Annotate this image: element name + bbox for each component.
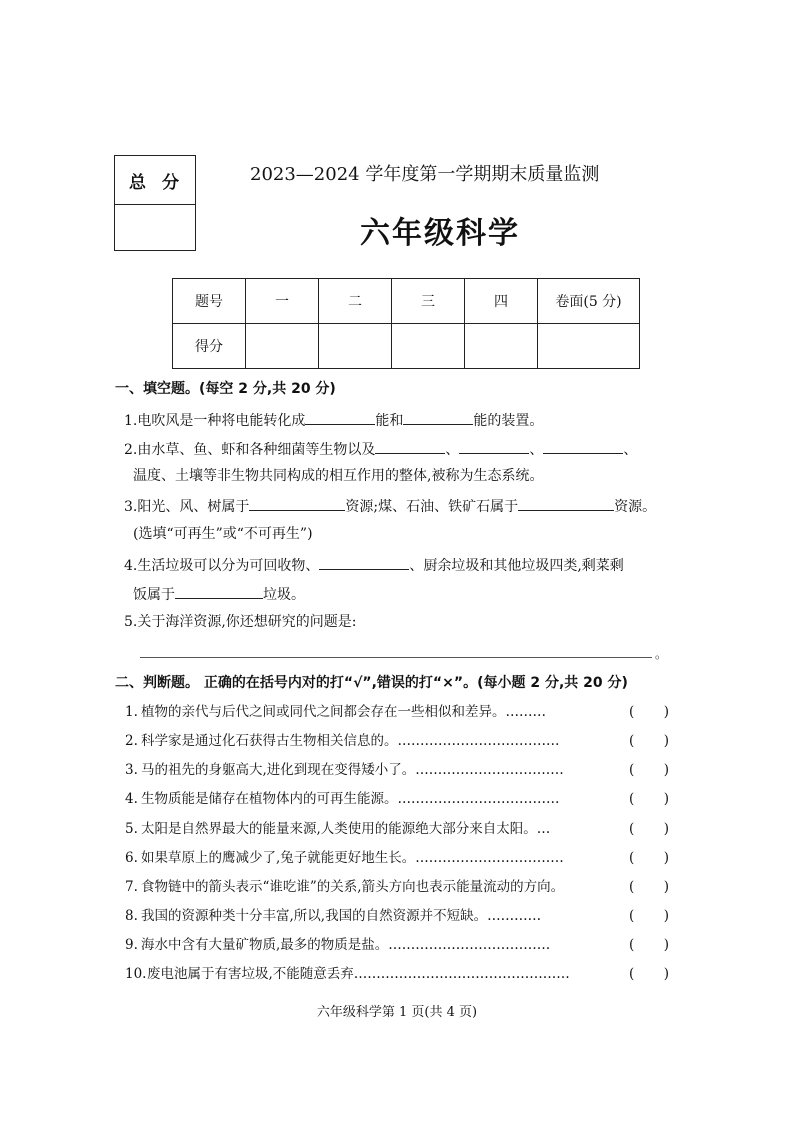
subject-title: 六年级科学 (360, 216, 520, 251)
judge-question (125, 877, 685, 897)
paren-close: ) (663, 762, 669, 778)
judge-question-number: 9. (125, 937, 138, 953)
paren-close: ) (663, 966, 669, 982)
paren-open: ( (629, 937, 635, 953)
score-table-cell: 二 (319, 279, 392, 324)
paren-close: ) (663, 821, 669, 837)
q5-answer-end: 。 (655, 647, 668, 661)
judge-question (125, 731, 685, 751)
judge-leader-dots: ……… (505, 704, 546, 720)
judge-question (125, 935, 685, 955)
q4-text-b: 、厨余垃圾和其他垃圾四类,剩菜剩 (409, 558, 624, 574)
judge-leader-dots: … (536, 821, 551, 837)
paren-open: ( (629, 850, 635, 866)
judge-question-text: 废电池属于有害垃圾,不能随意丢弃 (147, 966, 354, 982)
judge-question-text: 太阳是自然界最大的能量来源,人类使用的能源绝大部分来自太阳。 (141, 821, 537, 837)
q5-answer-line[interactable] (140, 656, 652, 658)
q4-text-d: 垃圾。 (263, 587, 305, 603)
judge-answer-parentheses[interactable] (629, 964, 669, 984)
q1-text-a: 1.电吹风是一种将电能转化成 (124, 413, 306, 429)
judge-question (125, 964, 685, 984)
score-table-cell: 三 (392, 279, 465, 324)
question-4-line2 (133, 584, 305, 604)
q2-blank-1[interactable] (375, 439, 445, 454)
judge-leader-dots: ……………………………… (397, 791, 560, 807)
question-2-line2: 温度、土壤等非生物共同构成的相互作用的整体,被称为生态系统。 (133, 468, 544, 484)
paren-open: ( (629, 821, 635, 837)
judge-leader-dots: ……………………………… (388, 937, 551, 953)
total-score-label (115, 156, 195, 205)
judge-answer-parentheses[interactable] (629, 935, 669, 955)
question-5: 5.关于海洋资源,你还想研究的问题是: (124, 614, 357, 630)
score-table-cell: 卷面(5 分) (538, 279, 640, 324)
judge-answer-parentheses[interactable] (629, 906, 669, 926)
judge-question-text: 我国的资源种类十分丰富,所以,我国的自然资源并不短缺。 (141, 908, 488, 924)
judge-leader-dots: ………………………………………… (353, 966, 570, 982)
judge-question-text: 科学家是通过化石获得古生物相关信息的。 (141, 733, 398, 749)
q3-text-c: 资源。 (614, 499, 657, 515)
paren-open: ( (629, 879, 635, 895)
judge-question (125, 789, 685, 809)
section1-title: 一、填空题。(每空 2 分,共 20 分) (115, 381, 336, 397)
paren-open: ( (629, 733, 635, 749)
judge-question-number: 6. (125, 850, 138, 866)
judge-answer-parentheses[interactable] (629, 702, 669, 722)
score-table-header-row (173, 279, 640, 324)
score-table-cell: 四 (465, 279, 538, 324)
score-table-cell: 一 (246, 279, 319, 324)
paren-close: ) (663, 704, 669, 720)
judge-question-text: 如果草原上的鹰减少了,兔子就能更好地生长。 (141, 850, 416, 866)
score-table (172, 278, 640, 369)
q2-sep: 、 (445, 442, 460, 458)
judge-answer-parentheses[interactable] (629, 789, 669, 809)
paren-close: ) (663, 937, 669, 953)
paren-close: ) (663, 850, 669, 866)
q3-text-b: 资源;煤、石油、铁矿石属于 (345, 499, 519, 515)
judge-leader-dots: ………… (487, 908, 542, 924)
judge-question-number: 10. (125, 966, 147, 982)
q1-text-c: 能的装置。 (473, 413, 544, 429)
q3-blank-1[interactable] (249, 496, 345, 511)
judge-question-number: 2. (125, 733, 138, 749)
judge-leader-dots: ……………………………… (397, 733, 560, 749)
paren-close: ) (663, 879, 669, 895)
total-label-char-2: 分 (162, 172, 181, 193)
judge-leader-dots: …………………………… (415, 850, 564, 866)
q2-sep: 、 (623, 442, 638, 458)
score-input-cell[interactable] (319, 324, 392, 369)
judge-question-text: 食物链中的箭头表示“谁吃谁”的关系,箭头方向也表示能量流动的方向。 (141, 879, 565, 895)
judge-answer-parentheses[interactable] (629, 848, 669, 868)
judge-question (125, 848, 685, 868)
q2-blank-2[interactable] (459, 439, 529, 454)
q2-sep: 、 (529, 442, 544, 458)
section2-title: 二、判断题。 正确的在括号内对的打“√”,错误的打“×”。(每小题 2 分,共 20 分) (115, 675, 628, 691)
question-4 (124, 555, 624, 575)
score-input-cell[interactable] (465, 324, 538, 369)
judge-question-number: 4. (125, 791, 138, 807)
judge-answer-parentheses[interactable] (629, 731, 669, 751)
judge-question-text: 植物的亲代与后代之间或同代之间都会存在一些相似和差异。 (141, 704, 506, 720)
judge-question (125, 906, 685, 926)
paren-close: ) (663, 791, 669, 807)
judge-question-number: 5. (125, 821, 138, 837)
judge-question-number: 1. (125, 704, 138, 720)
q4-text-c: 饭属于 (133, 587, 175, 603)
paren-open: ( (629, 966, 635, 982)
paren-open: ( (629, 762, 635, 778)
paren-close: ) (663, 733, 669, 749)
score-input-cell[interactable] (392, 324, 465, 369)
q1-blank-2[interactable] (403, 410, 473, 425)
score-row-label: 得分 (173, 324, 246, 369)
q2-text-a: 2.由水草、鱼、虾和各种细菌等生物以及 (124, 442, 376, 458)
q2-blank-3[interactable] (543, 439, 623, 454)
judge-question-text: 马的祖先的身躯高大,进化到现在变得矮小了。 (141, 762, 416, 778)
paren-open: ( (629, 908, 635, 924)
exam-title: 2023—2024 学年度第一学期期末质量监测 (250, 164, 600, 185)
paren-open: ( (629, 704, 635, 720)
score-table-score-row (173, 324, 640, 369)
judge-question-text: 生物质能是储存在植物体内的可再生能源。 (141, 791, 398, 807)
q4-blank-1[interactable] (319, 555, 409, 570)
question-2 (124, 439, 637, 459)
score-table-cell: 题号 (173, 279, 246, 324)
judge-question-text: 海水中含有大量矿物质,最多的物质是盐。 (141, 937, 389, 953)
judge-question-number: 3. (125, 762, 138, 778)
q3-text-a: 3.阳光、风、树属于 (124, 499, 250, 515)
judge-question-number: 8. (125, 908, 138, 924)
judge-answer-parentheses[interactable] (629, 760, 669, 780)
judge-question (125, 702, 685, 722)
total-label-char-1: 总 (129, 172, 148, 193)
score-input-cell[interactable] (246, 324, 319, 369)
q1-text-b: 能和 (375, 413, 404, 429)
page-footer: 六年级科学第 1 页(共 4 页) (316, 1005, 478, 1020)
paren-close: ) (663, 908, 669, 924)
judge-leader-dots: …………………………… (415, 762, 564, 778)
question-3-line2: (选填“可再生”或“不可再生”) (133, 526, 313, 542)
score-input-cell[interactable] (538, 324, 640, 369)
question-1 (124, 410, 543, 430)
judge-question (125, 760, 685, 780)
judge-answer-parentheses[interactable] (629, 819, 669, 839)
q3-blank-2[interactable] (518, 496, 614, 511)
judge-question-number: 7. (125, 879, 138, 895)
paren-open: ( (629, 791, 635, 807)
q4-text-a: 4.生活垃圾可以分为可回收物、 (124, 558, 320, 574)
question-3 (124, 496, 656, 516)
q4-blank-2[interactable] (175, 584, 263, 599)
q1-blank-1[interactable] (305, 410, 375, 425)
judge-question (125, 819, 685, 839)
judge-answer-parentheses[interactable] (629, 877, 669, 897)
